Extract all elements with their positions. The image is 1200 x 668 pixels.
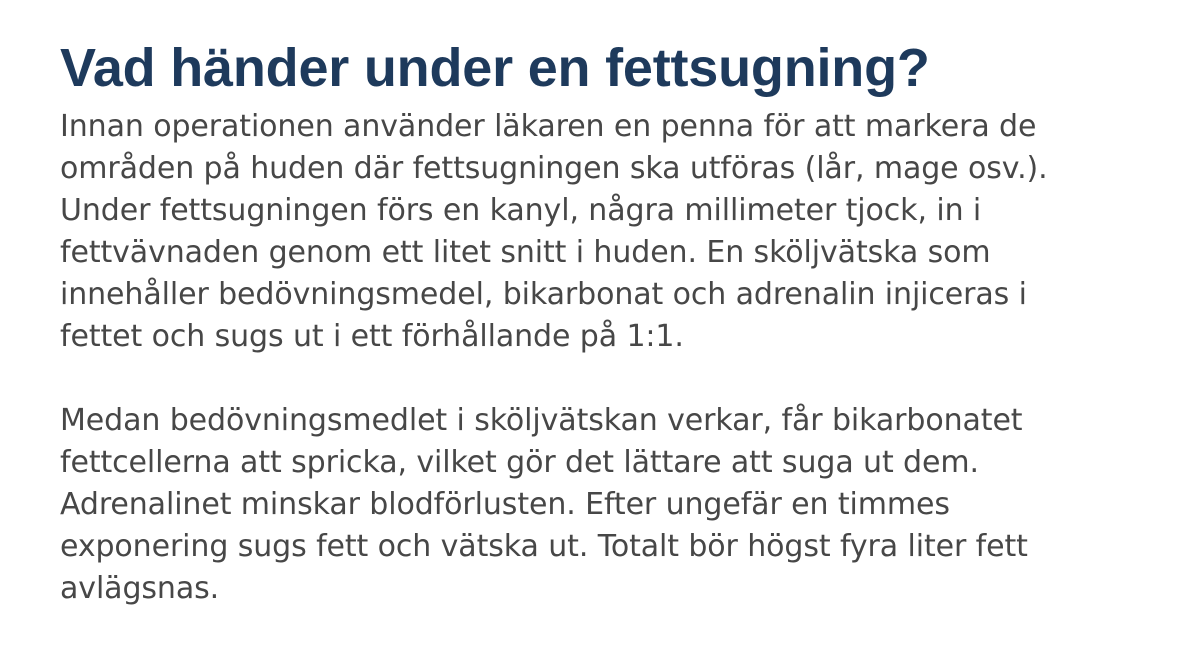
paragraph-line: områden på huden där fettsugningen ska utföras (lår, mage osv.). <box>60 151 1048 186</box>
paragraph-line: Under fettsugningen förs en kanyl, några millimeter tjock, in i <box>60 193 982 228</box>
paragraph-line: avlägsnas. <box>60 571 220 606</box>
paragraph-line: Medan bedövningsmedlet i sköljvätskan verkar, får bikarbonatet <box>60 403 1023 438</box>
paragraph-line: Innan operationen använder läkaren en penna för att markera de <box>60 109 1037 144</box>
paragraph-line: fettcellerna att spricka, vilket gör det lättare att suga ut dem. <box>60 445 979 480</box>
paragraph-line: exponering sugs fett och vätska ut. Totalt bör högst fyra liter fett <box>60 529 1028 564</box>
paragraph-line: fettvävnaden genom ett litet snitt i huden. En sköljvätska som <box>60 235 991 270</box>
article-paragraph-2 <box>60 400 1160 610</box>
article-heading: Vad händer under en fettsugning? <box>60 38 930 98</box>
paragraph-line: fettet och sugs ut i ett förhållande på 1:1. <box>60 319 684 354</box>
article-paragraph-1 <box>60 106 1160 358</box>
article <box>60 36 1160 610</box>
paragraph-line: Adrenalinet minskar blodförlusten. Efter ungefär en timmes <box>60 487 950 522</box>
paragraph-line: innehåller bedövningsmedel, bikarbonat och adrenalin injiceras i <box>60 277 1027 312</box>
